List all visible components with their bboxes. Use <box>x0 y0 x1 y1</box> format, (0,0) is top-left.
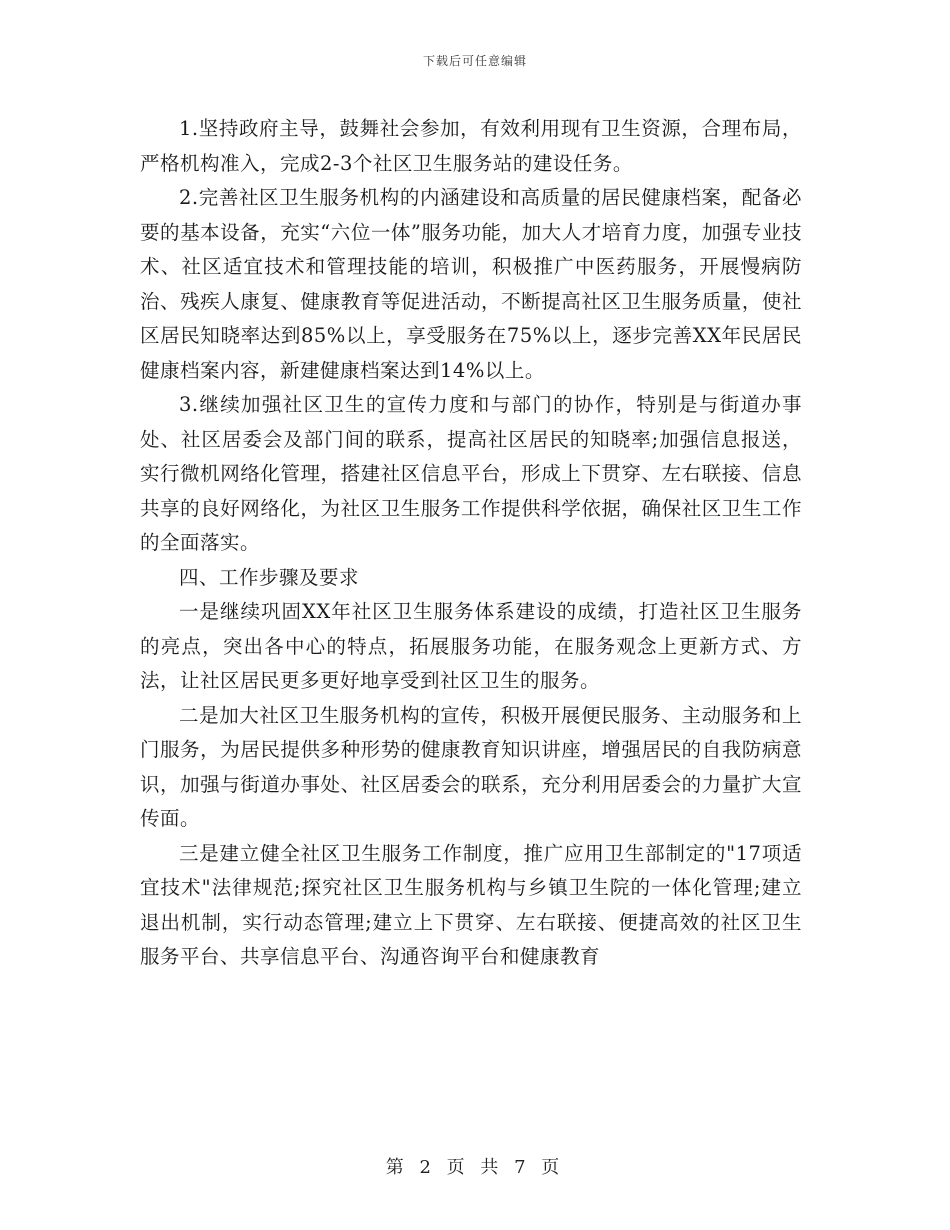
paragraph-6: 三是建立健全社区卫生服务工作制度，推广应用卫生部制定的"17项适宜技术"法律规范;探究社区卫生服务机构与乡镇卫生院的一体化管理;建立退出机制，实行动态管理;建立上下贯穿、左右联接、便捷高效的社区卫生服务平台、共享信息平台、沟通咨询平台和健康教育 <box>140 841 802 968</box>
paragraph-4: 一是继续巩固XX年社区卫生服务体系建设的成绩，打造社区卫生服务的亮点，突出各中心的特点，拓展服务功能，在服务观念上更新方式、方法，让社区居民更多更好地享受到社区卫生的服务。 <box>140 600 802 692</box>
paragraph-1: 1.坚持政府主导，鼓舞社会参加，有效利用现有卫生资源，合理布局，严格机构准入，完成2-3个社区卫生服务站的建设任务。 <box>140 117 802 175</box>
section-heading: 四、工作步骤及要求 <box>179 565 360 589</box>
document-body <box>140 112 802 975</box>
page-number: 第 2 页 共 7 页 <box>385 1157 565 1178</box>
paragraph-2: 2.完善社区卫生服务机构的内涵建设和高质量的居民健康档案，配备必要的基本设备，充实“六位一体”服务功能，加大人才培育力度，加强专业技术、社区适宜技术和管理技能的培训，积极推广中医药服务，开展慢病防治、残疾人康复、健康教育等促进活动，不断提高社区卫生服务质量，使社区居民知晓率达到85%以上，享受服务在75%以上，逐步完善XX年民居民健康档案内容，新建健康档案达到14%以上。 <box>140 186 802 382</box>
paragraph-3: 3.继续加强社区卫生的宣传力度和与部门的协作，特别是与街道办事处、社区居委会及部门间的联系，提高社区居民的知晓率;加强信息报送，实行微机网络化管理，搭建社区信息平台，形成上下贯穿、左右联接、信息共享的良好网络化，为社区卫生服务工作提供科学依据，确保社区卫生工作的全面落实。 <box>140 393 802 554</box>
paragraph-5: 二是加大社区卫生服务机构的宣传，积极开展便民服务、主动服务和上门服务，为居民提供多种形势的健康教育知识讲座，增强居民的自我防病意识，加强与街道办事处、社区居委会的联系，充分利用居委会的力量扩大宣传面。 <box>140 703 802 830</box>
header-note: 下载后可任意编辑 <box>422 54 527 68</box>
